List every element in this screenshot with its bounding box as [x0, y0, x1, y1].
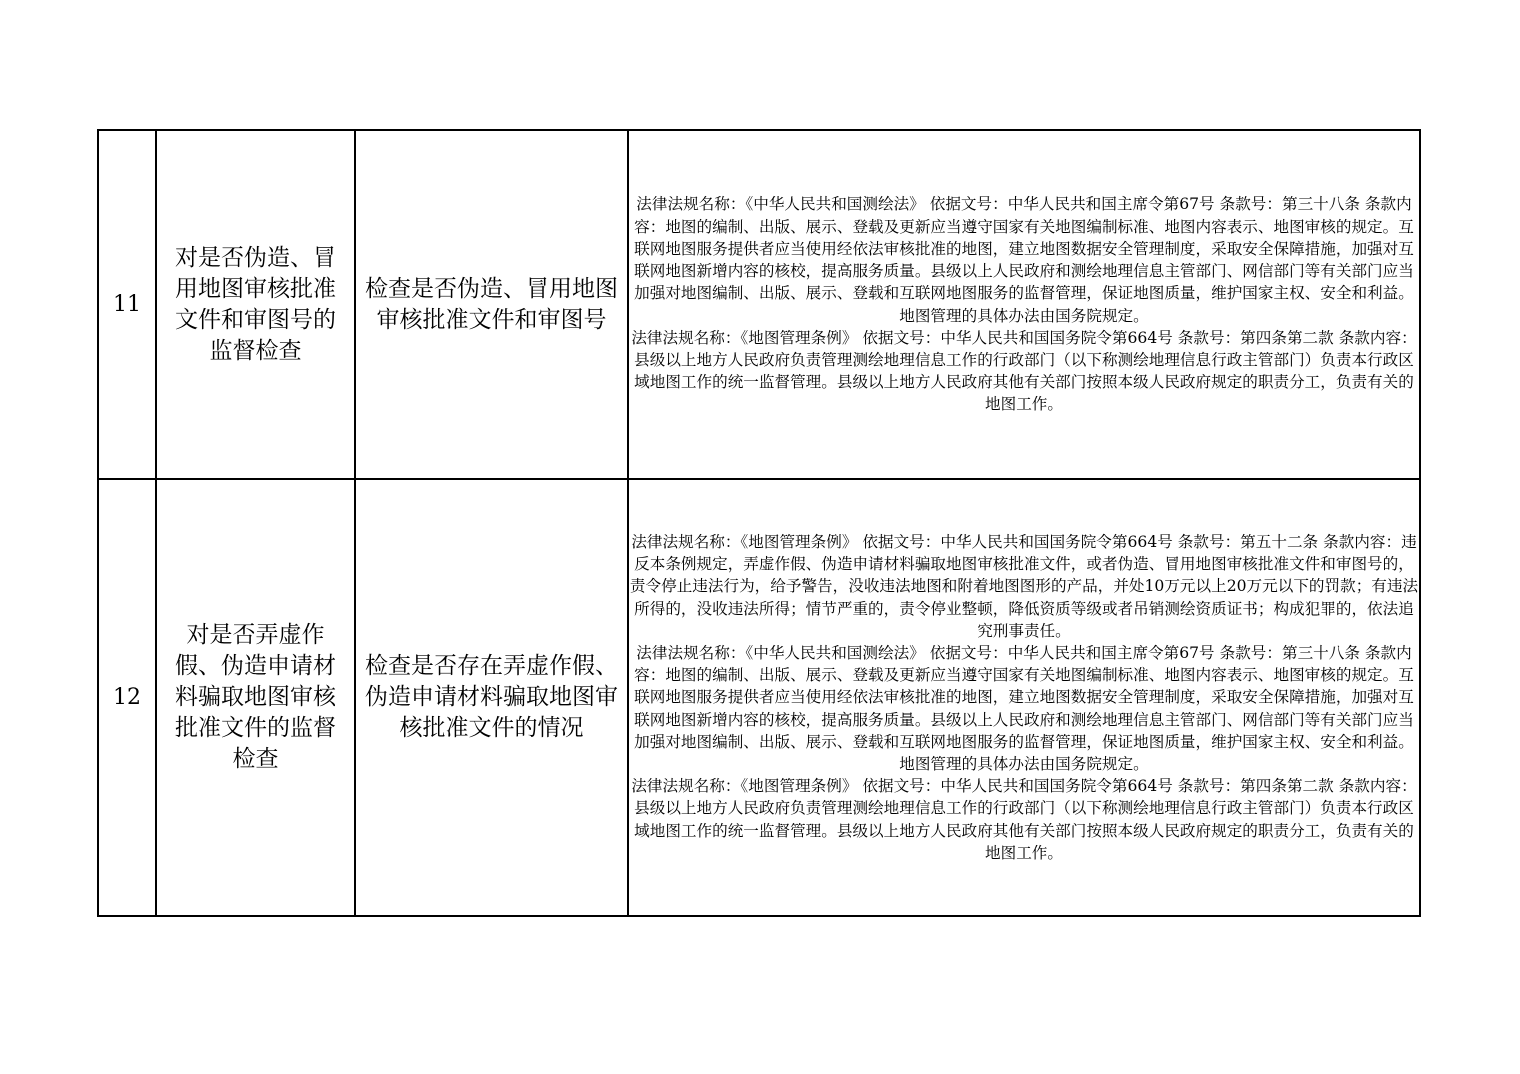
- legal-basis-cell: [628, 130, 1420, 479]
- row-number: 11: [113, 292, 141, 317]
- table-row: [98, 479, 1420, 916]
- check-content-cell: [355, 479, 628, 916]
- check-content-cell: [355, 130, 628, 479]
- legal-basis-entry: 法律法规名称：《中华人民共和国测绘法》 依据文号：中华人民共和国主席令第67号 条款号：第三十八条 条款内容：地图的编制、出版、展示、登载及更新应当遵守国家有关地图编制标准、地图内容表示、地图审核的规定。互联网地图服务提供者应当使用经依法审核批准的地图，建立地图数据安全管理制度，采取安全保障措施，加强对互联网地图新增内容的核校，提高服务质量。县级以上人民政府和测绘地理信息主管部门、网信部门等有关部门应当加强对地图编制、出版、展示、登载和互联网地图服务的监督管理，保证地图质量，维护国家主权、安全和利益。地图管理的具体办法由国务院规定。: [634, 643, 1414, 773]
- item-name: 对是否伪造、冒用地图审核批准文件和审图号的监督检查: [175, 244, 336, 364]
- check-content: 检查是否伪造、冒用地图审核批准文件和审图号: [365, 275, 618, 333]
- row-number-cell: [98, 479, 156, 916]
- item-name-cell: [156, 479, 355, 916]
- inspection-items-table: [97, 129, 1421, 917]
- legal-basis-entry: 法律法规名称：《地图管理条例》 依据文号：中华人民共和国国务院令第664号 条款号：第五十二条 条款内容：违反本条例规定，弄虚作假、伪造申请材料骗取地图审核批准文件，或者伪造、冒用地图审核批准文件和审图号的，责令停止违法行为，给予警告，没收违法地图和附着地图图形的产品，并处10万元以上20万元以下的罚款；有违法所得的，没收违法所得；情节严重的，责令停业整顿，降低资质等级或者吊销测绘资质证书；构成犯罪的，依法追究刑事责任。: [629, 532, 1419, 640]
- table-row: [98, 130, 1420, 479]
- item-name-cell: [156, 130, 355, 479]
- check-content: 检查是否存在弄虚作假、伪造申请材料骗取地图审核批准文件的情况: [365, 653, 618, 741]
- legal-basis-entry: 法律法规名称：《地图管理条例》 依据文号：中华人民共和国国务院令第664号 条款号：第四条第二款 条款内容：县级以上地方人民政府负责管理测绘地理信息工作的行政部门（以下称测绘地理信息行政主管部门）负责本行政区域地图工作的统一监督管理。县级以上地方人民政府其他有关部门按照本级人民政府规定的职责分工，负责有关的地图工作。: [631, 777, 1417, 862]
- legal-basis-entry: 法律法规名称：《地图管理条例》 依据文号：中华人民共和国国务院令第664号 条款号：第四条第二款 条款内容：县级以上地方人民政府负责管理测绘地理信息工作的行政部门（以下称测绘地理信息行政主管部门）负责本行政区域地图工作的统一监督管理。县级以上地方人民政府其他有关部门按照本级人民政府规定的职责分工，负责有关的地图工作。: [631, 328, 1417, 414]
- row-number-cell: [98, 130, 156, 479]
- item-name: 对是否弄虚作假、伪造申请材料骗取地图审核批准文件的监督检查: [175, 622, 336, 772]
- legal-basis-entry: 法律法规名称：《中华人民共和国测绘法》 依据文号：中华人民共和国主席令第67号 条款号：第三十八条 条款内容：地图的编制、出版、展示、登载及更新应当遵守国家有关地图编制标准、地图内容表示、地图审核的规定。互联网地图服务提供者应当使用经依法审核批准的地图，建立地图数据安全管理制度，采取安全保障措施，加强对互联网地图新增内容的核校，提高服务质量。县级以上人民政府和测绘地理信息主管部门、网信部门等有关部门应当加强对地图编制、出版、展示、登载和互联网地图服务的监督管理，保证地图质量，维护国家主权、安全和利益。地图管理的具体办法由国务院规定。: [634, 195, 1414, 325]
- row-number: 12: [113, 685, 141, 710]
- legal-basis-cell: [628, 479, 1420, 916]
